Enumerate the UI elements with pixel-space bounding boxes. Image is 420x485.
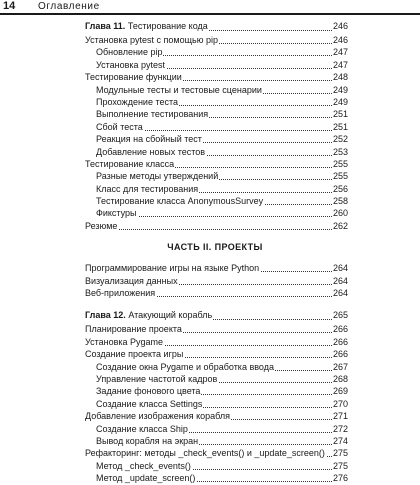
entry-page-number: 262 — [332, 220, 348, 231]
toc-section-chapter-11 — [0, 18, 420, 232]
toc-section-part-2 — [0, 262, 420, 299]
entry-title: Вывод корабля на экран — [96, 435, 199, 446]
toc-entry[interactable] — [0, 460, 420, 472]
entry-title: Метод _check_events() — [96, 460, 191, 471]
page-header — [0, 0, 420, 14]
entry-title: Задание фонового цвета — [96, 386, 201, 397]
chapter-title: Тестирование кода — [127, 21, 208, 31]
toc-entry[interactable] — [0, 220, 420, 232]
entry-title: Тестирование класса AnonymousSurvey — [96, 196, 264, 207]
entry-title: Создание окна Pygame и обработка ввода — [96, 361, 274, 372]
toc-entry[interactable] — [0, 361, 420, 373]
toc-entry[interactable] — [0, 410, 420, 422]
toc-entry[interactable] — [0, 348, 420, 360]
entry-page-number: 249 — [332, 96, 348, 107]
entry-title: Веб-приложения — [85, 288, 156, 299]
chapter-title: Атакующий корабль — [128, 310, 213, 321]
toc-entry[interactable] — [0, 195, 420, 207]
toc-entry[interactable] — [0, 170, 420, 182]
entry-page-number: 268 — [332, 373, 348, 384]
entry-page-number: 266 — [332, 324, 348, 335]
entry-title: Сбой теста — [96, 121, 143, 132]
part-title — [0, 232, 420, 262]
entry-title: Установка pytest с помощью pip — [85, 35, 218, 45]
entry-title: Тестирование класса — [85, 158, 175, 169]
toc-chapter-entry[interactable] — [0, 18, 420, 34]
toc-entry[interactable] — [0, 435, 420, 447]
toc-entry[interactable] — [0, 447, 420, 459]
entry-page-number: 271 — [332, 411, 348, 422]
entry-page-number: 276 — [332, 473, 348, 484]
entry-heading — [85, 18, 209, 34]
entry-title: Визуализация данных — [85, 275, 178, 286]
entry-page-number: 269 — [332, 386, 348, 397]
entry-page-number: 251 — [332, 109, 348, 120]
toc-entry[interactable] — [0, 423, 420, 435]
toc-entry[interactable] — [0, 59, 420, 71]
dot-leader — [85, 229, 348, 230]
part-title-text: ЧАСТЬ II. ПРОЕКТЫ — [167, 242, 263, 253]
entry-title: Создание проекта игры — [85, 349, 184, 360]
entry-page-number: 252 — [332, 134, 348, 145]
entry-title: Управление частотой кадров — [96, 373, 218, 384]
entry-title: Прохождение теста — [96, 96, 179, 107]
entry-title: Реакция на сбойный тест — [96, 134, 202, 145]
toc-entry[interactable] — [0, 472, 420, 484]
entry-page-number: 272 — [332, 423, 348, 434]
toc-entry[interactable] — [0, 108, 420, 120]
toc-entry[interactable] — [0, 323, 420, 335]
entry-page-number: 256 — [332, 183, 348, 194]
page-number: 14 — [3, 0, 16, 12]
entry-title: Фикстуры — [96, 208, 137, 219]
toc-section-chapter-12 — [0, 307, 420, 484]
entry-title: Модульные тесты и тестовые сценарии — [96, 84, 262, 95]
entry-page-number: 260 — [332, 208, 348, 219]
entry-page-number: 265 — [332, 307, 348, 323]
toc-entry[interactable] — [0, 373, 420, 385]
entry-title: Программирование игры на языке Python — [85, 263, 260, 274]
toc-entry[interactable] — [0, 275, 420, 287]
entry-page-number: 255 — [332, 171, 348, 182]
toc-entry[interactable] — [0, 46, 420, 58]
entry-title: Резюме — [85, 220, 118, 231]
toc-entry[interactable] — [0, 336, 420, 348]
entry-page-number: 247 — [332, 47, 348, 58]
toc-entry[interactable] — [0, 133, 420, 145]
entry-title: Рефакторинг: методы _check_events() и _update_screen() — [85, 448, 325, 459]
entry-page-number: 270 — [332, 398, 348, 409]
toc-entry[interactable] — [0, 121, 420, 133]
toc-entry[interactable] — [0, 158, 420, 170]
entry-page-number: 251 — [332, 121, 348, 132]
entry-page-number: 248 — [332, 72, 348, 83]
toc-entry[interactable] — [0, 84, 420, 96]
entry-page-number: 275 — [332, 448, 348, 459]
entry-title: Выполнение тестирования — [96, 109, 209, 120]
toc-entry[interactable] — [0, 287, 420, 299]
entry-page-number: 275 — [332, 460, 348, 471]
entry-page-number: 253 — [332, 146, 348, 157]
entry-title: Установка Pygame — [85, 336, 164, 347]
toc-entry[interactable] — [0, 183, 420, 195]
header-rule — [0, 13, 420, 15]
entry-page-number: 255 — [332, 158, 348, 169]
entry-title: Тестирование функции — [85, 72, 182, 83]
entry-page-number: 246 — [332, 35, 348, 45]
entry-page-number: 258 — [332, 196, 348, 207]
toc-entry[interactable] — [0, 398, 420, 410]
toc-entry[interactable] — [0, 96, 420, 108]
entry-page-number: 267 — [332, 361, 348, 372]
chapter-label: Глава 11. — [85, 21, 126, 31]
entry-title: Планирование проекта — [85, 324, 182, 335]
entry-page-number: 249 — [332, 84, 348, 95]
entry-title: Добавление новых тестов — [96, 146, 206, 157]
entry-page-number: 264 — [332, 288, 348, 299]
toc-entry[interactable] — [0, 262, 420, 274]
toc-entry[interactable] — [0, 34, 420, 46]
entry-heading — [85, 307, 213, 323]
running-title: Оглавление — [38, 1, 100, 12]
entry-page-number: 264 — [332, 275, 348, 286]
entry-title: Создание класса Ship — [96, 423, 188, 434]
toc-entry[interactable] — [0, 146, 420, 158]
toc-entry[interactable] — [0, 71, 420, 83]
toc-entry[interactable] — [0, 385, 420, 397]
entry-title: Создание класса Settings — [96, 398, 203, 409]
entry-page-number: 264 — [332, 263, 348, 274]
entry-page-number: 266 — [332, 349, 348, 360]
entry-title: Разные методы утверждений — [96, 171, 219, 182]
entry-page-number: 274 — [332, 435, 348, 446]
table-of-contents — [0, 18, 420, 485]
entry-page-number: 246 — [332, 18, 348, 34]
entry-title: Установка pytest — [96, 59, 166, 70]
entry-page-number: 247 — [332, 59, 348, 70]
toc-entry[interactable] — [0, 207, 420, 219]
toc-chapter-entry[interactable] — [0, 307, 420, 323]
entry-title: Метод _update_screen() — [96, 473, 196, 484]
entry-title: Класс для тестирования — [96, 183, 199, 194]
entry-title: Обновление pip — [96, 47, 163, 58]
entry-page-number: 266 — [332, 336, 348, 347]
entry-title: Добавление изображения корабля — [85, 411, 231, 422]
chapter-label: Глава 12. — [85, 310, 126, 321]
